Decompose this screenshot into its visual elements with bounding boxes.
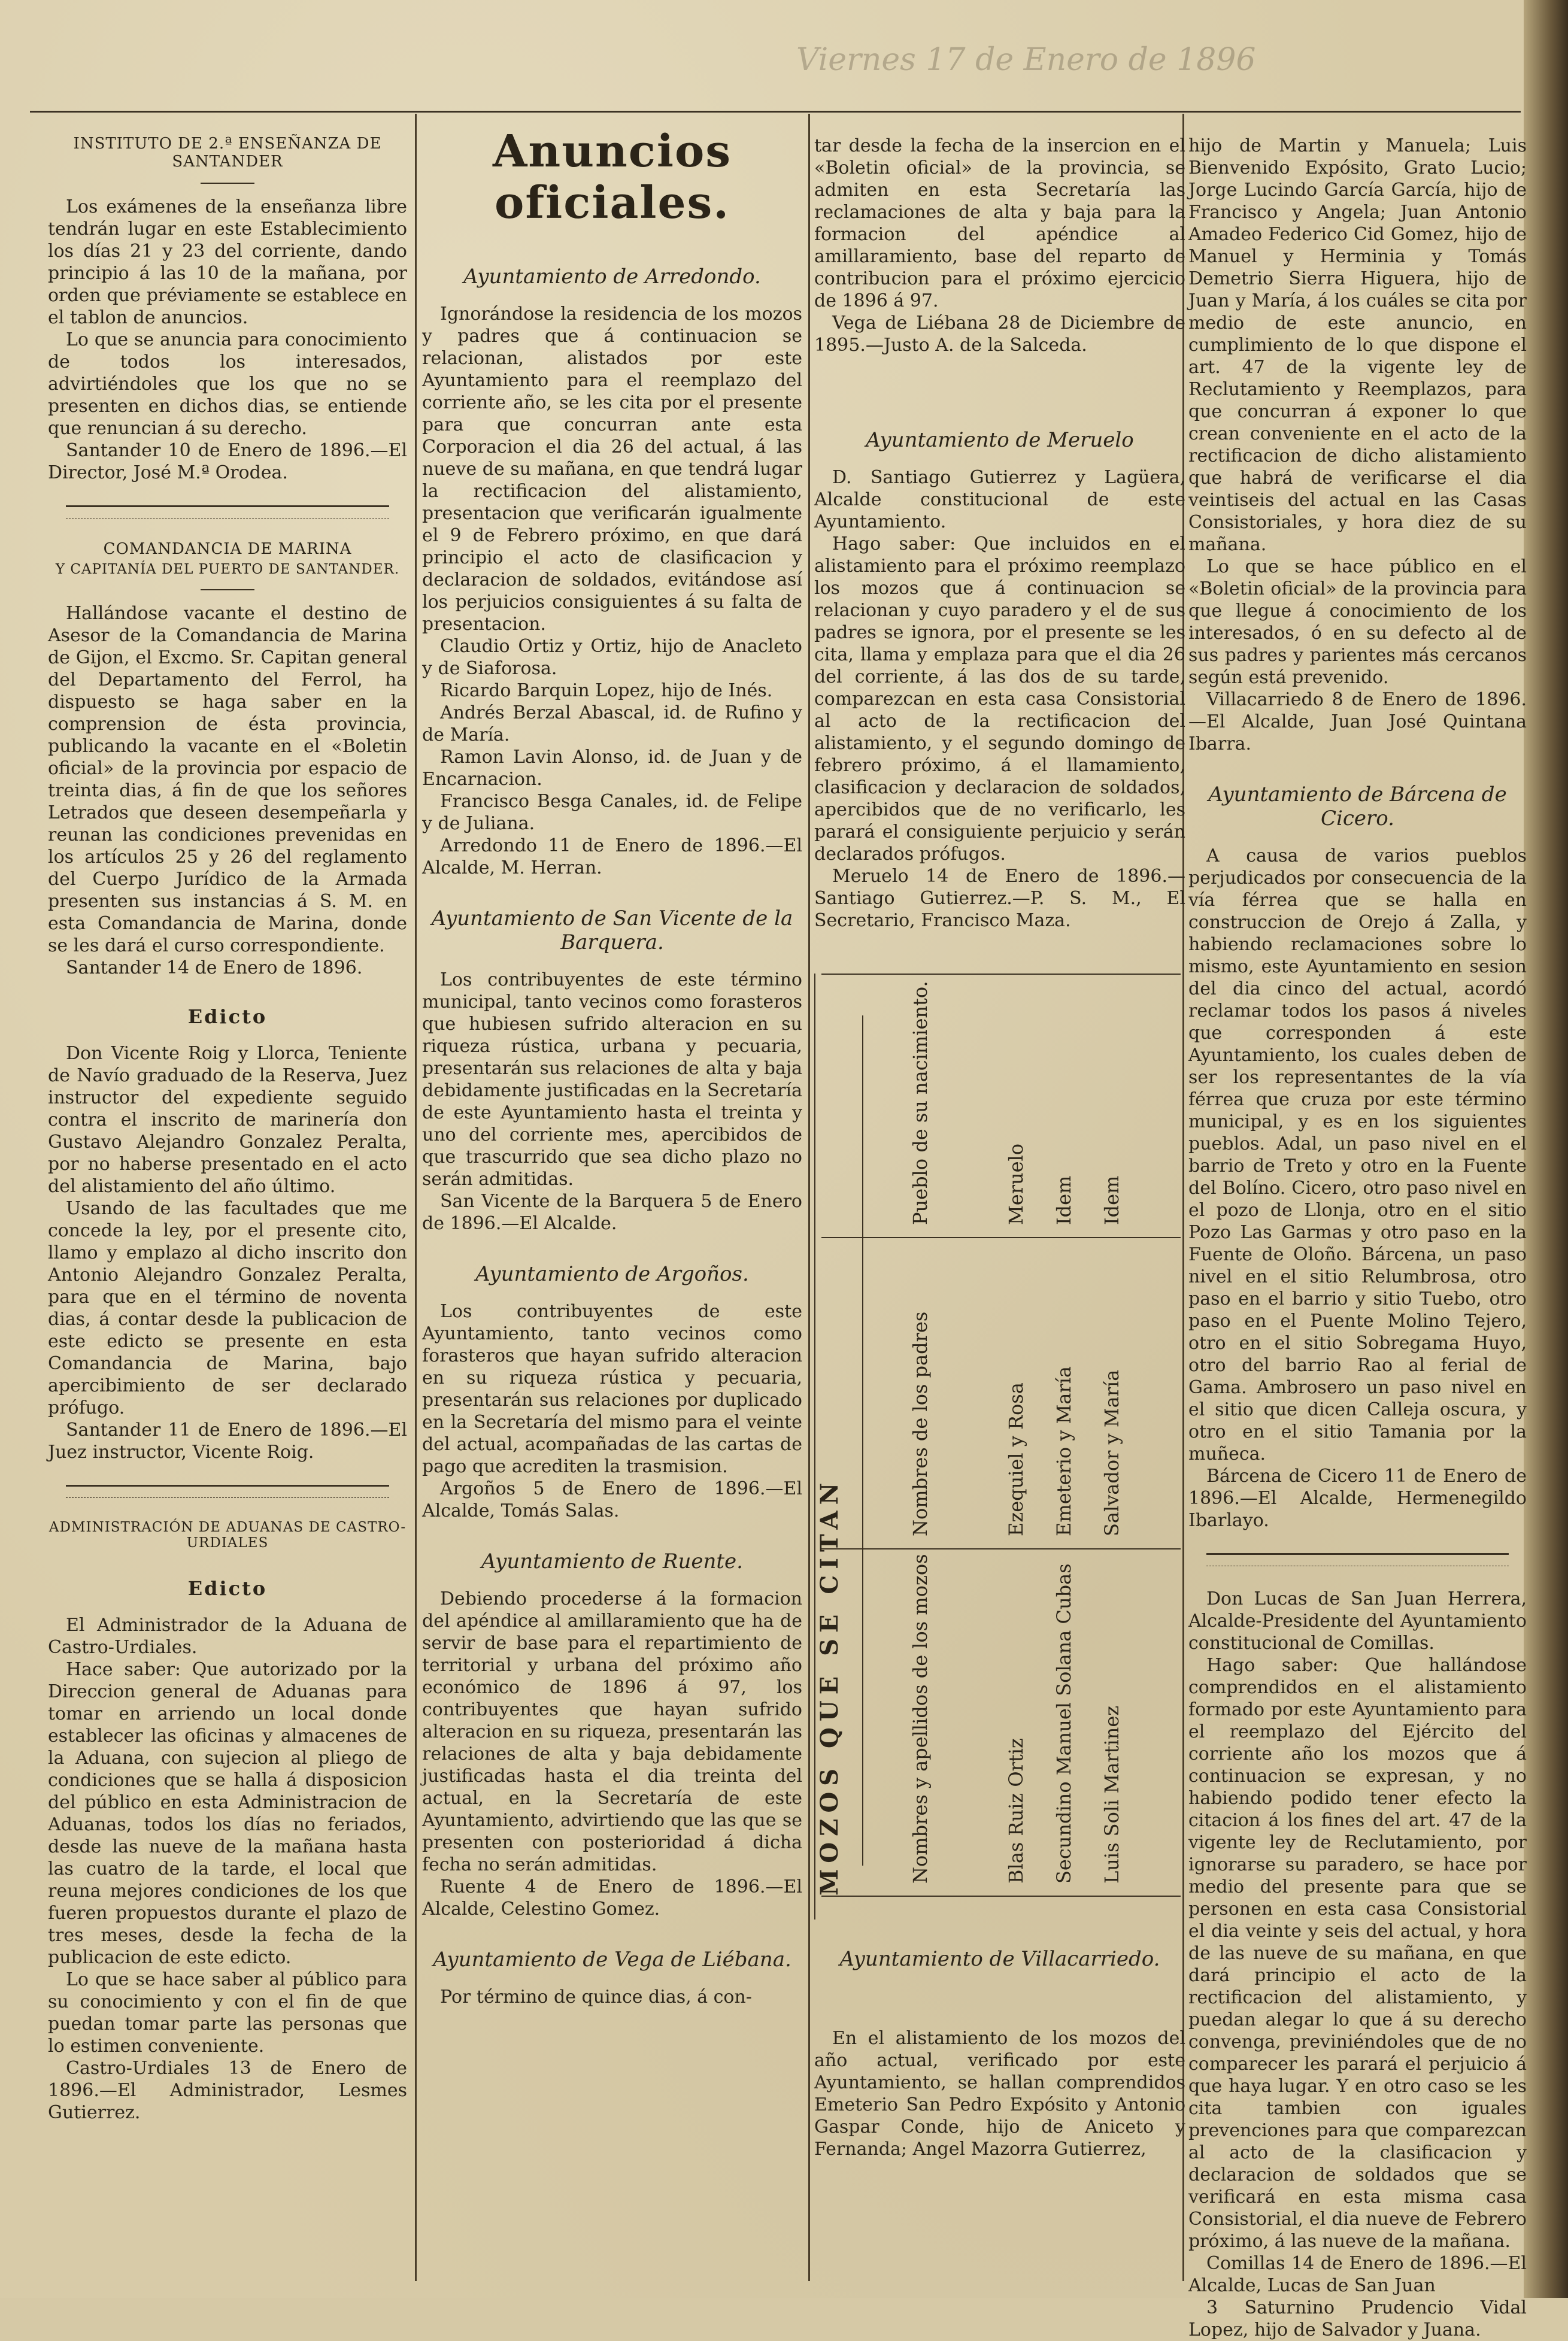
barcena-title: Ayuntamiento de Bárcena de Cicero.	[1208, 783, 1507, 830]
table-rule	[821, 1548, 1181, 1549]
argonos-title: Ayuntamiento de Argoños.	[475, 1262, 749, 1286]
comillas-signature: Comillas 14 de Enero de 1896.—El Alcalde, Lucas de San Juan	[1188, 2253, 1527, 2296]
ornament-divider	[1206, 1553, 1509, 1566]
arredondo-item: Francisco Besga Canales, id. de Felipe y de Juliana.	[422, 791, 802, 834]
marina-signature: Santander 14 de Enero de 1896.	[66, 957, 363, 978]
meruelo-title: Ayuntamiento de Meruelo	[866, 428, 1134, 452]
edicto-2-text-3: Lo que se hace saber al público para su conocimiento y con el fin de que puedan tomar parte las personas que lo estimen conveniente.	[48, 1969, 407, 2057]
ruente-title: Ayuntamiento de Ruente.	[481, 1549, 743, 1573]
mozos-table	[814, 974, 1185, 1920]
table-cell-name: Blas Ruiz Ortiz	[1005, 1738, 1027, 1884]
marina-subtitle: Y CAPITANÍA DEL PUERTO DE SANTANDER.	[55, 562, 400, 577]
table-cell-town: Meruelo	[1005, 1143, 1027, 1225]
vega-text-cont: tar desde la fecha de la insercion en el «Boletin oficial» de la provincia, se admiten en esta Secretaría las reclamaciones de alta y baja para la formacion del apéndice al amillaramiento, base del reparto de contribucion para el próximo ejercicio de 1896 á 97.	[814, 135, 1185, 311]
column-1	[48, 0, 407, 2298]
table-cell-parents: Ezequiel y Rosa	[1005, 1382, 1027, 1536]
instituto-title: INSTITUTO DE 2.ª ENSEÑANZA DE SANTANDER	[73, 135, 382, 171]
column-2	[422, 0, 802, 2298]
divider	[201, 183, 254, 184]
header-mozos: Nombres y apellidos de los mozos	[909, 1554, 932, 1884]
table-cell-parents: Emeterio y María	[1053, 1366, 1075, 1536]
table-caption: MOZOS QUE SE CITAN	[815, 1476, 844, 1896]
barcena-signature: Bárcena de Cicero 11 de Enero de 1896.—El Alcalde, Hermenegildo Ibarlayo.	[1188, 1466, 1527, 1531]
ruente-text: Debiendo procederse á la formacion del apéndice al amillaramiento que ha de servir de base para el repartimiento de territorial y urbana del próximo año económico de 1896 á 97, los contribuyentes que hayan sufrido alteracion en su riqueza, presentarán las relaciones de alta y baja debidamente justificadas hasta el dia treinta del actual, en la Secretaría de este Ayuntamiento, advirtiendo que las que se presenten con posterioridad á dicha fecha no serán admitidas.	[422, 1588, 802, 1875]
arredondo-item: Claudio Ortiz y Ortiz, hijo de Anacleto y de Siaforosa.	[422, 636, 802, 679]
table-rule	[821, 1237, 1181, 1238]
comillas-text: Don Lucas de San Juan Herrera, Alcalde-Presidente del Ayuntamiento constitucional de Comillas.	[1188, 1588, 1527, 1654]
divider	[201, 589, 254, 590]
edicto-title: Edicto	[187, 1005, 268, 1028]
column-rule	[415, 114, 417, 2281]
vega-text: Por término de quince dias, á con-	[440, 1987, 752, 2008]
table-cell-name: Secundino Manuel Solana Cubas	[1053, 1563, 1075, 1884]
ruente-signature: Ruente 4 de Enero de 1896.—El Alcalde, Celestino Gomez.	[422, 1876, 802, 1920]
vega-signature: Vega de Liébana 28 de Diciembre de 1895.—Justo A. de la Salceda.	[814, 313, 1185, 356]
barcena-text: A causa de varios pueblos perjudicados por consecuencia de la vía férrea que se halla en construccion de Orejo á Zalla, y habiendo reclamaciones sobre lo mismo, este Ayuntamiento en sesion del dia cinco del actual, acordó reclamar todos los pasos á niveles que corresponden á este Ayuntamiento, los cuales deben de ser los representantes de la vía férrea que cruza por este término municipal, y es en los siguientes pueblos. Adal, un paso nivel en el barrio de Treto y otro en la Fuente del Bolíno. Cicero, otro paso nivel en el pozo de Llonja, otro en el sitio Pozo Las Garmas y otro paso en la Fuente de Oloño. Bárcena, un paso nivel en el sitio Relumbrosa, otro paso en el barrio y sitio Tuebo, otro paso en el Puente Molino Tejero, otro en el sitio Sobregama Huyo, otro del barrio Rao al ferial de Gama. Ambrosero un paso nivel en el sitio que dicen Calleja oscura, y otro en el sitio Tamania por la muñeca.	[1188, 845, 1527, 1464]
comillas-text-2: Hago saber: Que hallándose comprendidos en el alistamiento formado por este Ayuntamiento para el reemplazo del Ejército del corriente año los mozos que á continuacion se expresan, y no habiendo podido tener efecto la citacion á los fines del art. 47 de la vigente ley de Reclutamiento, por ignorarse su paradero, se hace por medio del presente para que se personen en esta casa Consistorial el dia veinte y seis del actual, y hora de las nueve de su mañana, en que dará principio el acto de la rectificacion del alistamiento, y puedan alegar lo que á su derecho convenga, previniéndoles que de no comparecer les parará el perjuicio á que haya lugar. Y en otro caso se les cita tambien con iguales prevenciones para que comparezcan al acto de la clasificacion y declaracion de soldados que se verificará en esta misma casa Consistorial, el dia nueve de Febrero próximo, á las nueve de la mañana.	[1188, 1655, 1527, 2252]
main-title: Anuncios oficiales.	[492, 126, 732, 229]
table-cell-town: Idem	[1053, 1175, 1075, 1225]
ornament-divider	[66, 1485, 389, 1498]
edicto-2-text-2: Hace saber: Que autorizado por la Direccion general de Aduanas para tomar en arriendo un local donde establecer las oficinas y almacenes de la Aduana, con sujecion al pliego de condiciones que se halla á disposicion del público en esta Administracion de Aduanas, todos los días no feriados, desde las nueve de la mañana hasta las cuatro de la tarde, el local que reuna mejores condiciones de los que fueren propuestos durante el plazo de tres meses, desde la fecha de la publicacion de este edicto.	[48, 1659, 407, 1968]
table-cell-town: Idem	[1100, 1175, 1123, 1225]
arredondo-text: Ignorándose la residencia de los mozos y padres que á continuacion se relacionan, alistados por este Ayuntamiento para el reemplazo del corriente año, se les cita por el presente para que concurran ante esta Corporacion el dia 26 del actual, á las nueve de su mañana, en que tendrá lugar la rectificacion del alistamiento, presentacion que verificarán igualmente el 9 de Febrero próximo, en que dará principio el acto de clasificacion y declaracion de soldados, evitándose así los perjuicios consiguientes á su falta de presentacion.	[422, 304, 802, 635]
instituto-text: Los exámenes de la enseñanza libre tendrán lugar en este Establecimiento los días 21 y 23 del corriente, dando principio á las 10 de la mañana, por orden que préviamente se establece en el tablon de anuncios.	[48, 196, 407, 328]
arredondo-title: Ayuntamiento de Arredondo.	[463, 265, 761, 289]
ornament-divider	[66, 505, 389, 518]
table-rule	[821, 1896, 1181, 1897]
argonos-signature: Argoños 5 de Enero de 1896.—El Alcalde, Tomás Salas.	[422, 1478, 802, 1521]
vega-title: Ayuntamiento de Vega de Liébana.	[433, 1948, 791, 1972]
sanvicente-signature: San Vicente de la Barquera 5 de Enero de 1896.—El Alcalde.	[422, 1191, 802, 1234]
table-cell-parents: Salvador y María	[1100, 1369, 1123, 1536]
edicto-2-signature: Castro-Urdiales 13 de Enero de 1896.—El Administrador, Lesmes Gutierrez.	[48, 2058, 407, 2123]
page-edge	[1524, 0, 1568, 2298]
villacarriedo-text-cont: hijo de Martin y Manuela; Luis Bienvenido Expósito, Grato Lucio; Jorge Lucindo García García, hijo de Francisco y Angela; Juan Antonio Amadeo Federico Cid Gomez, hijo de Manuel y Herminia y Tomás Demetrio Sierra Higuera, hijo de Juan y María, á los cuáles se cita por medio de este anuncio, en cumplimiento de lo que dispone el art. 47 de la vigente ley de Reclutamiento y Reemplazos, para que concurran á exponer lo que crean conveniente en el acto de la rectificacion de dicho alistamiento que habrá de verificarse el dia veintiseis del actual en las Casas Consistoriales, y hora diez de su mañana.	[1188, 135, 1527, 555]
header-padres: Nombres de los padres	[909, 1311, 932, 1536]
column-4	[1188, 0, 1527, 2340]
edicto-2-title: Edicto	[187, 1577, 268, 1600]
villacarriedo-title: Ayuntamiento de Villacarriedo.	[839, 1947, 1160, 1971]
edicto-text: Don Vicente Roig y Llorca, Teniente de Navío graduado de la Reserva, Juez instructor del expediente seguido contra el inscrito de marinería don Gustavo Alejandro Gonzalez Peralta, por no haberse presentado en el acto del alistamiento del año último.	[48, 1043, 407, 1197]
sanvicente-text: Los contribuyentes de este término municipal, tanto vecinos como forasteros que hubiesen sufrido alteracion en su riqueza rústica, urbana y pecuaria, presentarán sus relaciones de alta y baja debidamente justificadas en la Secretaría de este Ayuntamiento hasta el treinta y uno del corriente mes, apercibidos de que trascurrido que sea dicho plazo no serán admitidas.	[422, 969, 802, 1190]
header-pueblo: Pueblo de su nacimiento.	[909, 981, 932, 1225]
table-rule	[821, 974, 1181, 975]
comillas-item: 3 Saturnino Prudencio Vidal Lopez, hijo de Salvador y Juana.	[1188, 2297, 1527, 2340]
sanvicente-title: Ayuntamiento de San Vicente de la Barquera.	[431, 906, 793, 954]
edicto-2-text: El Administrador de la Aduana de Castro-Urdiales.	[48, 1615, 407, 1658]
meruelo-signature: Meruelo 14 de Enero de 1896.—Santiago Gutierrez.—P. S. M., El Secretario, Francisco Maza.	[814, 866, 1185, 931]
villacarriedo-signature: Villacarriedo 8 de Enero de 1896.—El Alcalde, Juan José Quintana Ibarra.	[1188, 689, 1527, 754]
villacarriedo-text-2: Lo que se hace público en el «Boletin oficial» de la provincia para que llegue á conocimiento de los interesados, ó en su defecto al de sus padres y parientes más cercanos según está prevenido.	[1188, 556, 1527, 688]
running-head: Viernes 17 de Enero de 1896	[796, 42, 1256, 78]
arredondo-item: Andrés Berzal Abascal, id. de Rufino y de María.	[422, 702, 802, 745]
arredondo-item: Ricardo Barquin Lopez, hijo de Inés.	[440, 680, 773, 701]
meruelo-text-2: Hago saber: Que incluidos en el alistamiento para el próximo reemplazo los mozos que á continuacion se relacionan y cuyo paradero y el de sus padres se ignora, por el presente se les cita, llama y emplaza para que el dia 26 del corriente, á las dos de su tarde, comparezcan en esta casa Consistorial al acto de la rectificacion del alistamiento, y el segundo domingo de febrero próximo, á el llamamiento, clasificacion y declaracion de soldados, apercibidos que de no verificarlo, les parará el consiguiente perjuicio y serán declarados prófugos.	[814, 533, 1185, 865]
aduana-title: ADMINISTRACIÓN DE ADUANAS DE CASTRO-URDIALES	[48, 1520, 407, 1551]
marina-text: Hallándose vacante el destino de Asesor de la Comandancia de Marina de Gijon, el Excmo. Sr. Capitan general del Departamento del Ferrol, ha dispuesto se haga saber en la comprension de ésta provincia, publicando la vacante en el «Boletin oficial» de la provincia por espacio de treinta dias, á fin de que los señores Letrados que deseen desempeñarla y reunan las condiciones prevenidas en los artículos 25 y 26 del reglamento del Cuerpo Jurídico de la Armada presenten sus instancias á S. M. en esta Comandancia de Marina, donde se les dará el curso correspondiente.	[48, 603, 407, 956]
edicto-signature: Santander 11 de Enero de 1896.—El Juez instructor, Vicente Roig.	[48, 1420, 407, 1463]
table-caption-rule	[862, 1015, 863, 1866]
marina-title: COMANDANCIA DE MARINA	[103, 540, 352, 558]
column-3	[814, 0, 1185, 2298]
instituto-text-2: Lo que se anuncia para conocimiento de todos los interesados, advirtiéndoles que los que no se presenten en dichos dias, se entiende que renuncian á su derecho.	[48, 329, 407, 439]
arredondo-signature: Arredondo 11 de Enero de 1896.—El Alcalde, M. Herran.	[422, 835, 802, 878]
edicto-text-2: Usando de las facultades que me concede la ley, por el presente cito, llamo y emplazo al dicho inscrito don Antonio Alejandro Gonzalez Peralta, para que en el término de noventa dias, á contar desde la publicacion de este edicto se presente en esta Comandancia de Marina, bajo apercibimiento de ser declarado prófugo.	[48, 1198, 407, 1418]
arredondo-item: Ramon Lavin Alonso, id. de Juan y de Encarnacion.	[422, 747, 802, 790]
argonos-text: Los contribuyentes de este Ayuntamiento, tanto vecinos como forasteros que hayan sufrido alteracion en su riqueza rústica y pecuaria, presentarán sus relaciones por duplicado en la Secretaría del mismo para el veinte del actual, acompañadas de las cartas de pago que acrediten la trasmision.	[422, 1301, 802, 1477]
table-cell-name: Luis Soli Martinez	[1100, 1705, 1123, 1884]
column-rule	[808, 114, 810, 2281]
instituto-signature: Santander 10 de Enero de 1896.—El Director, José M.ª Orodea.	[48, 440, 407, 483]
villacarriedo-text: En el alistamiento de los mozos del año actual, verificado por este Ayuntamiento, se hallan comprendidos Emeterio San Pedro Expósito y Antonio Gaspar Conde, hijo de Aniceto y Fernanda; Angel Mazorra Gutierrez,	[814, 2028, 1185, 2160]
meruelo-text: D. Santiago Gutierrez y Lagüera, Alcalde constitucional de este Ayuntamiento.	[814, 467, 1185, 532]
